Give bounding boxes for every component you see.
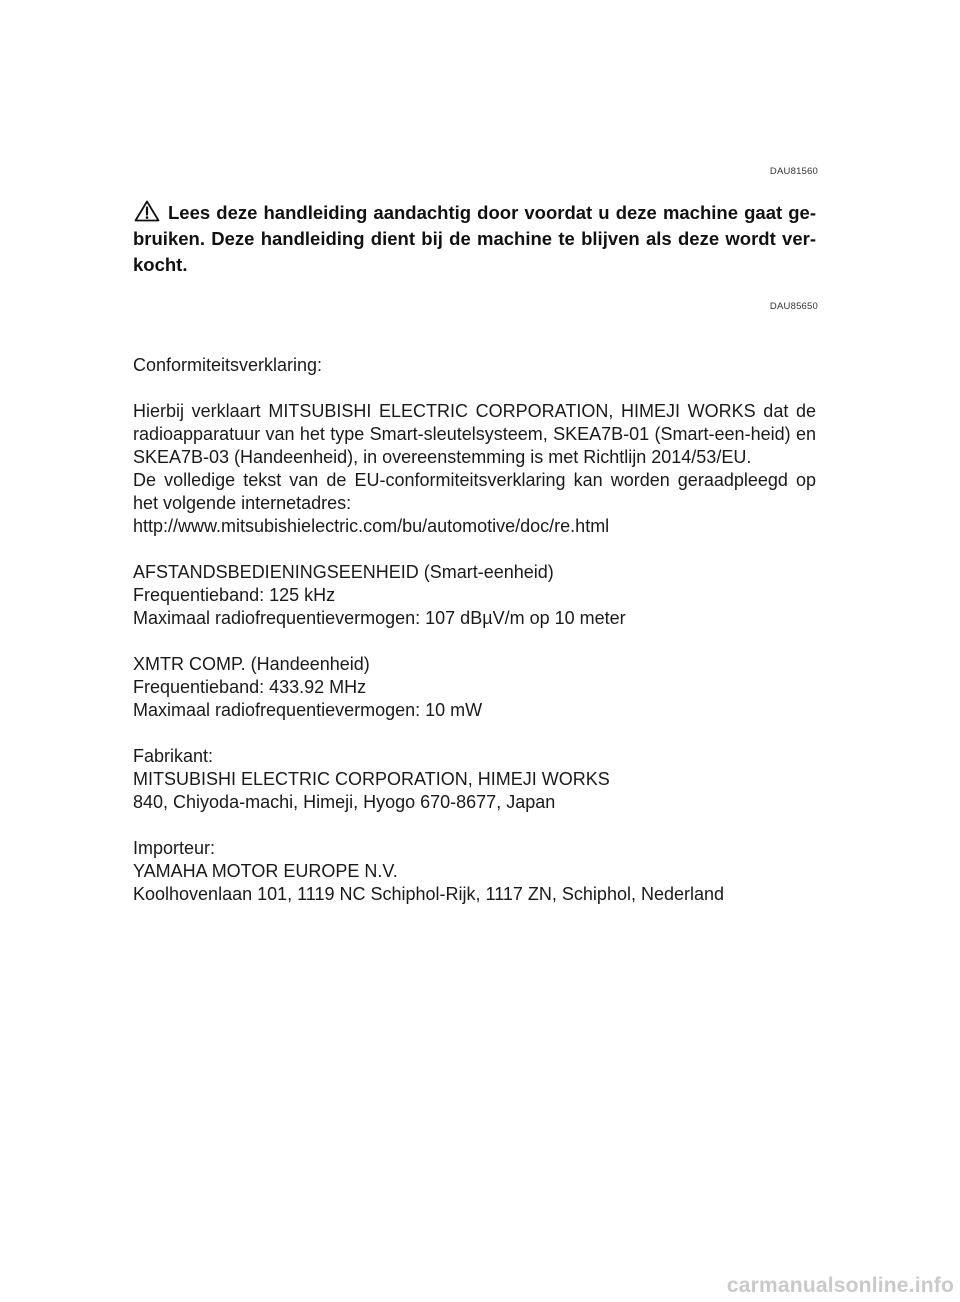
remote-unit-power: Maximaal radiofrequentievermogen: 107 dBµV/m op 10 meter <box>133 608 626 628</box>
warning-text: Lees deze handleiding aandachtig door voordat u deze machine gaat ge-bruiken. Deze handleiding dient bij de machine te blijven als deze wordt ver-kocht. <box>133 202 816 275</box>
section-code-second: DAU85650 <box>769 301 818 312</box>
declaration-fulltext: De volledige tekst van de EU-conformiteitsverklaring kan worden geraadpleegd op het volgende internetadres: <box>133 470 816 513</box>
spacer <box>133 377 816 400</box>
remote-unit-frequency: Frequentieband: 125 kHz <box>133 585 336 605</box>
hand-unit-name: XMTR COMP. (Handeenheid) <box>133 654 370 674</box>
hand-unit-frequency: Frequentieband: 433.92 MHz <box>133 677 367 697</box>
warning-notice <box>133 200 816 278</box>
declaration-heading: Conformiteitsverklaring: <box>133 355 323 375</box>
section-code-top: DAU81560 <box>769 166 818 177</box>
declaration-statement: Hierbij verklaart MITSUBISHI ELECTRIC CORPORATION, HIMEJI WORKS dat de radioapparatuur van het type Smart-sleutelsysteem, SKEA7B-01 (Smart-een-heid) en SKEA7B-03 (Handeenheid), in overeenstemming is met Richtlijn 2014/53/EU. <box>133 401 816 467</box>
manufacturer-address: 840, Chiyoda-machi, Himeji, Hyogo 670-8677, Japan <box>133 792 556 812</box>
manufacturer-label: Fabrikant: <box>133 746 214 766</box>
manufacturer-name: MITSUBISHI ELECTRIC CORPORATION, HIMEJI WORKS <box>133 769 610 789</box>
spacer <box>133 814 816 837</box>
declaration-body <box>133 354 816 906</box>
declaration-url: http://www.mitsubishielectric.com/bu/automotive/doc/re.html <box>133 516 610 536</box>
importer-label: Importeur: <box>133 838 216 858</box>
spacer <box>133 630 816 653</box>
spacer <box>133 722 816 745</box>
importer-address: Koolhovenlaan 101, 1119 NC Schiphol-Rijk, 1117 ZN, Schiphol, Nederland <box>133 884 725 904</box>
importer-name: YAMAHA MOTOR EUROPE N.V. <box>133 861 398 881</box>
remote-unit-name: AFSTANDSBEDIENINGSEENHEID (Smart-eenheid) <box>133 562 554 582</box>
hand-unit-power: Maximaal radiofrequentievermogen: 10 mW <box>133 700 483 720</box>
watermark: carmanualsonline.info <box>726 1274 954 1297</box>
spacer <box>133 538 816 561</box>
warning-triangle-icon <box>134 200 160 222</box>
